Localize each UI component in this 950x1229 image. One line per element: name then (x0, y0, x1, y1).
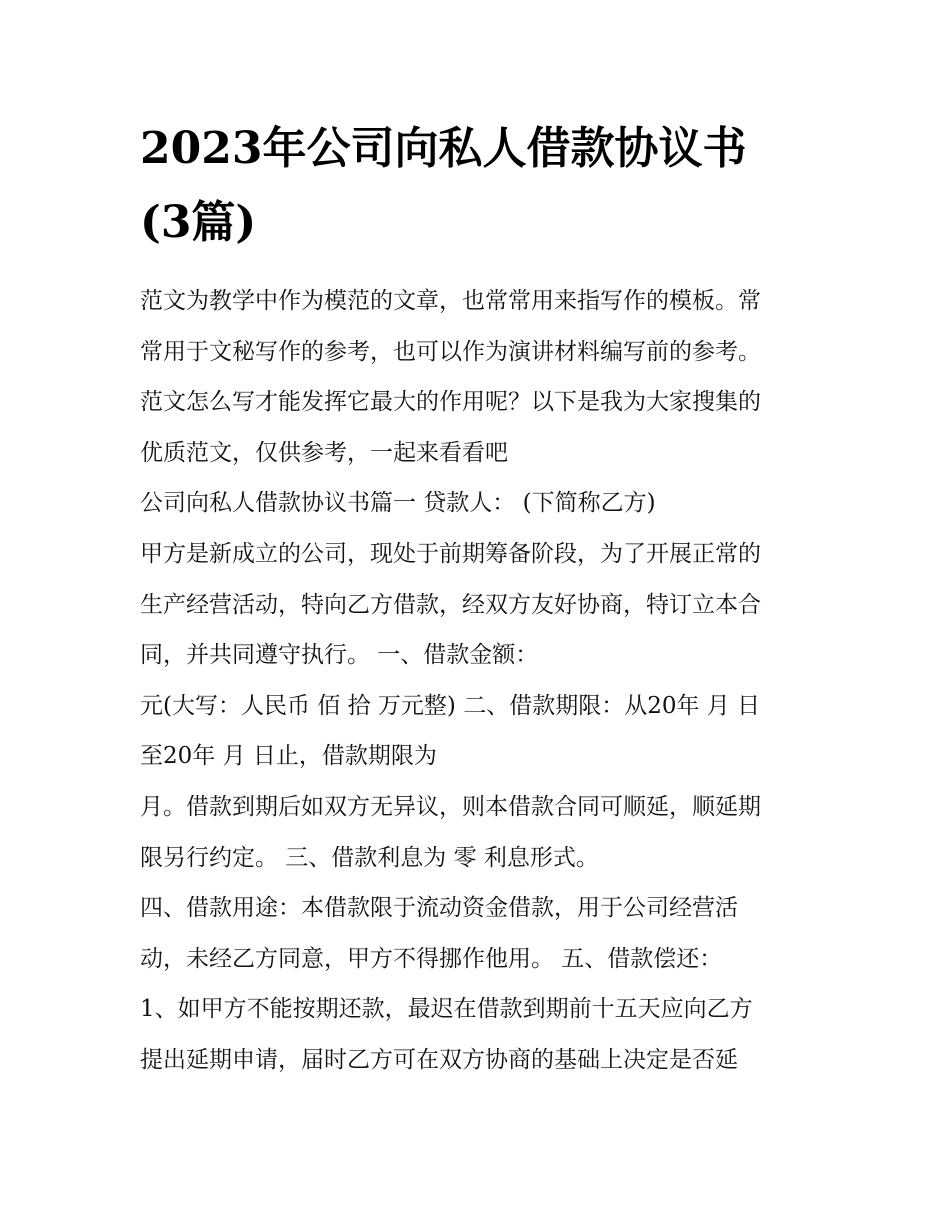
body-line: 提出延期申请，届时乙方可在双方协商的基础上决定是否延 (140, 1046, 738, 1073)
body-line: 优质范文，仅供参考，一起来看看吧 (140, 439, 508, 466)
body-line: 月。借款到期后如双方无异议，则本借款合同可顺延，顺延期 (140, 793, 761, 820)
body-line: 范文怎么写才能发挥它最大的作用呢？以下是我为大家搜集的 (140, 389, 761, 416)
body-line: 甲方是新成立的公司，现处于前期筹备阶段，为了开展正常的 (140, 540, 761, 567)
title-line-1: 2023年公司向私人借款协议书 (140, 123, 747, 174)
document-title (140, 112, 820, 260)
body-line: 至20年 月 日止，借款期限为 (140, 743, 437, 770)
body-line: 限另行约定。 三、借款利息为 零 利息形式。 (140, 844, 599, 871)
body-line: 生产经营活动，特向乙方借款，经双方友好协商，特订立本合 (140, 591, 761, 618)
body-line: 常用于文秘写作的参考，也可以作为演讲材料编写前的参考。 (140, 338, 761, 365)
body-line: 元(大写：人民币 佰 拾 万元整) 二、借款期限：从20年 月 日 (140, 692, 761, 719)
body-line: 同，并共同遵守执行。 一、借款金额： (140, 642, 539, 669)
body-line: 范文为教学中作为模范的文章，也常常用来指写作的模板。常 (140, 288, 761, 314)
section-heading-line: 公司向私人借款协议书篇一 贷款人： (下简称乙方) (140, 490, 656, 517)
document-body (140, 276, 830, 1086)
body-line: 动，未经乙方同意，甲方不得挪作他用。 五、借款偿还： (140, 945, 723, 972)
body-line: 1、如甲方不能按期还款，最迟在借款到期前十五天应向乙方 (140, 996, 753, 1023)
title-line-2: (3篇) (140, 197, 257, 248)
body-line: 四、借款用途：本借款限于流动资金借款，用于公司经营活 (140, 895, 738, 922)
